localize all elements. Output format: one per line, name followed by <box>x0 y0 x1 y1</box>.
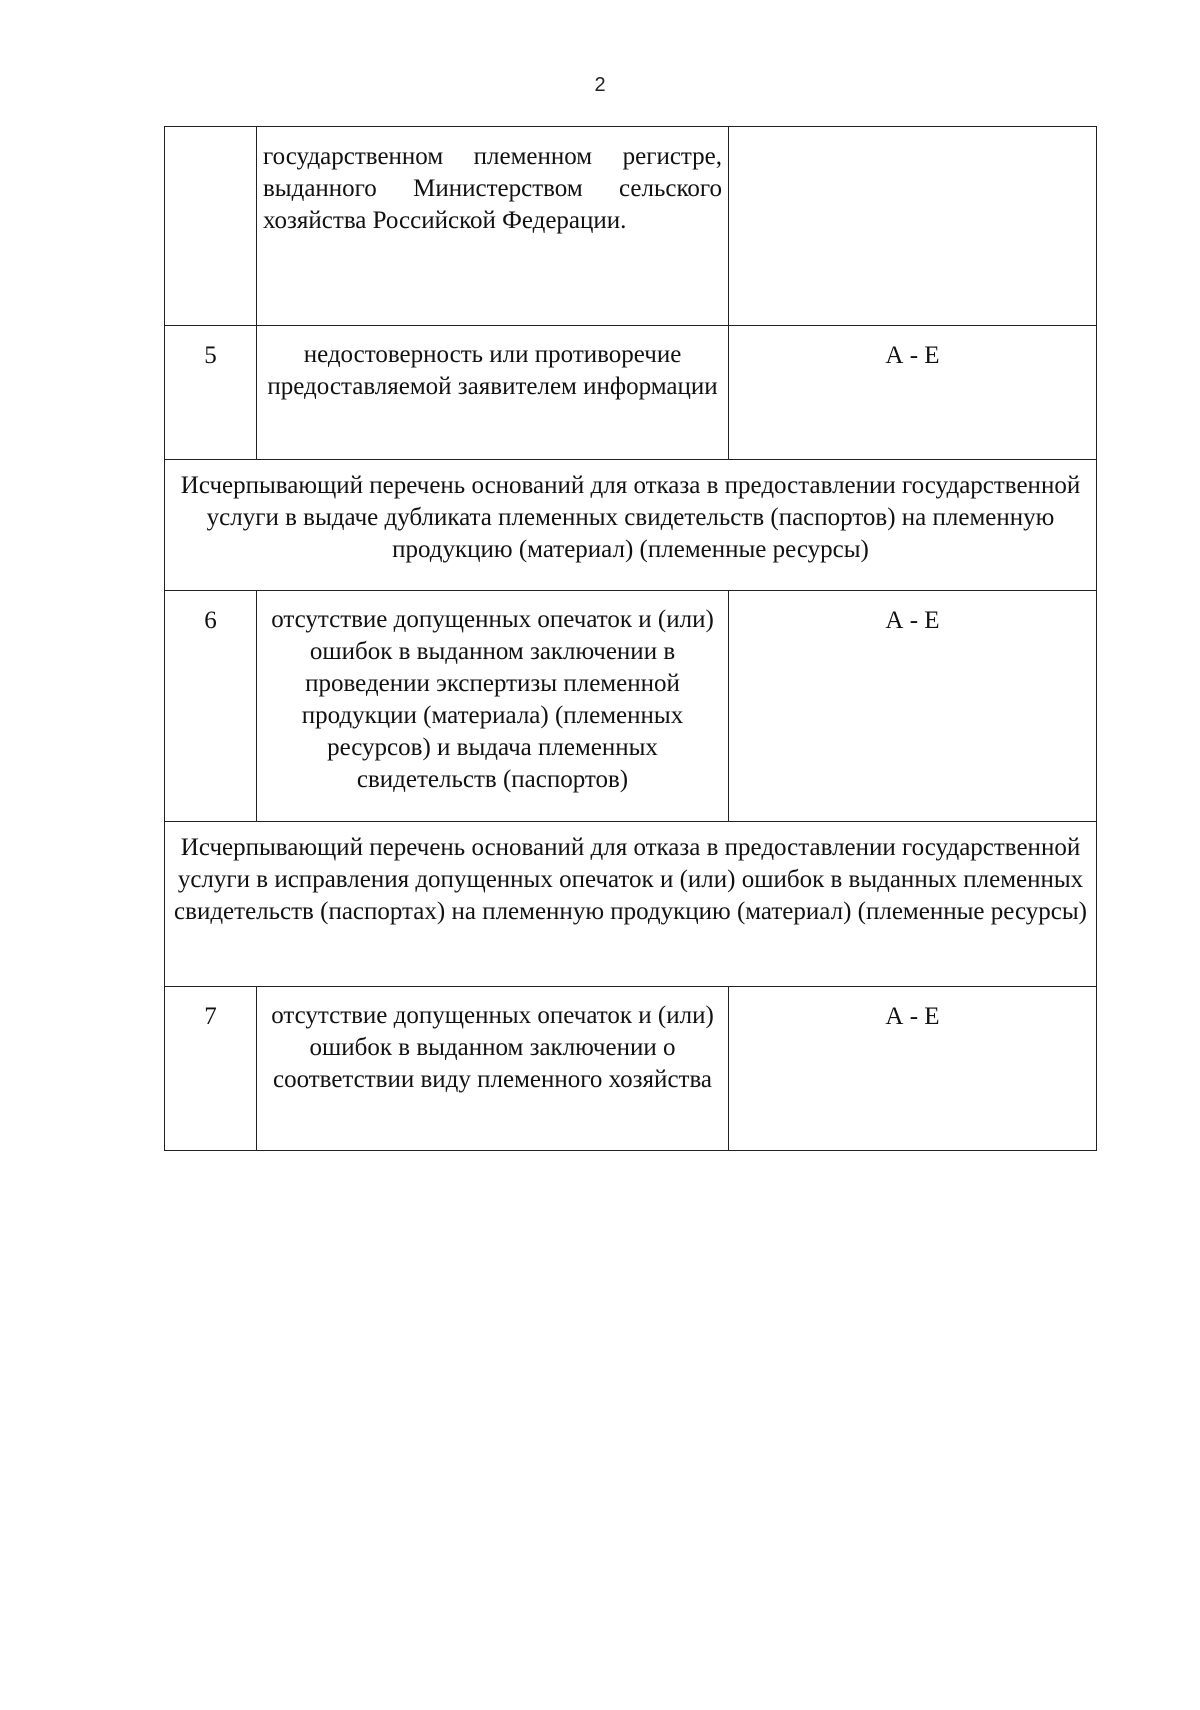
row-text-cell: отсутствие допущенных опечаток и (или) ошибок в выданном заключении в проведении экспертизы племенной продукции (материала) (племенных ресурсов) и выдача племенных свидетельств (паспортов) <box>257 591 729 822</box>
row-number-cell: 5 <box>165 326 257 460</box>
row-number-cell: 7 <box>165 987 257 1151</box>
row-number-cell: 6 <box>165 591 257 822</box>
row-number-cell <box>165 127 257 326</box>
row-text-cell: отсутствие допущенных опечаток и (или) ошибок в выданном заключении о соответствии виду племенного хозяйства <box>257 987 729 1151</box>
table-row <box>165 591 1097 822</box>
section-header-row <box>165 822 1097 987</box>
grounds-table <box>164 126 1097 1151</box>
table-row <box>165 987 1097 1151</box>
row-code-cell <box>729 127 1097 326</box>
table-row <box>165 127 1097 326</box>
section-heading-duplicate: Исчерпывающий перечень оснований для отказа в предоставлении государственной услуги в выдаче дубликата племенных свидетельств (паспортов) на племенную продукцию (материал) (племенные ресурсы) <box>165 460 1097 591</box>
table-row <box>165 326 1097 460</box>
row-text-cell: государственном племенном регистре, выданного Министерством сельского хозяйства Российской Федерации. <box>257 127 729 326</box>
section-heading-corrections: Исчерпывающий перечень оснований для отказа в предоставлении государственной услуги в исправления допущенных опечаток и (или) ошибок в выданных племенных свидетельств (паспортах) на племенную продукцию (материал) (племенные ресурсы) <box>165 822 1097 987</box>
section-header-row <box>165 460 1097 591</box>
page-number: 2 <box>594 74 606 96</box>
row-code-cell: А - Е <box>729 987 1097 1151</box>
row-code-cell: А - Е <box>729 591 1097 822</box>
row-code-cell: А - Е <box>729 326 1097 460</box>
row-text-cell: недостоверность или противоречие предоставляемой заявителем информации <box>257 326 729 460</box>
